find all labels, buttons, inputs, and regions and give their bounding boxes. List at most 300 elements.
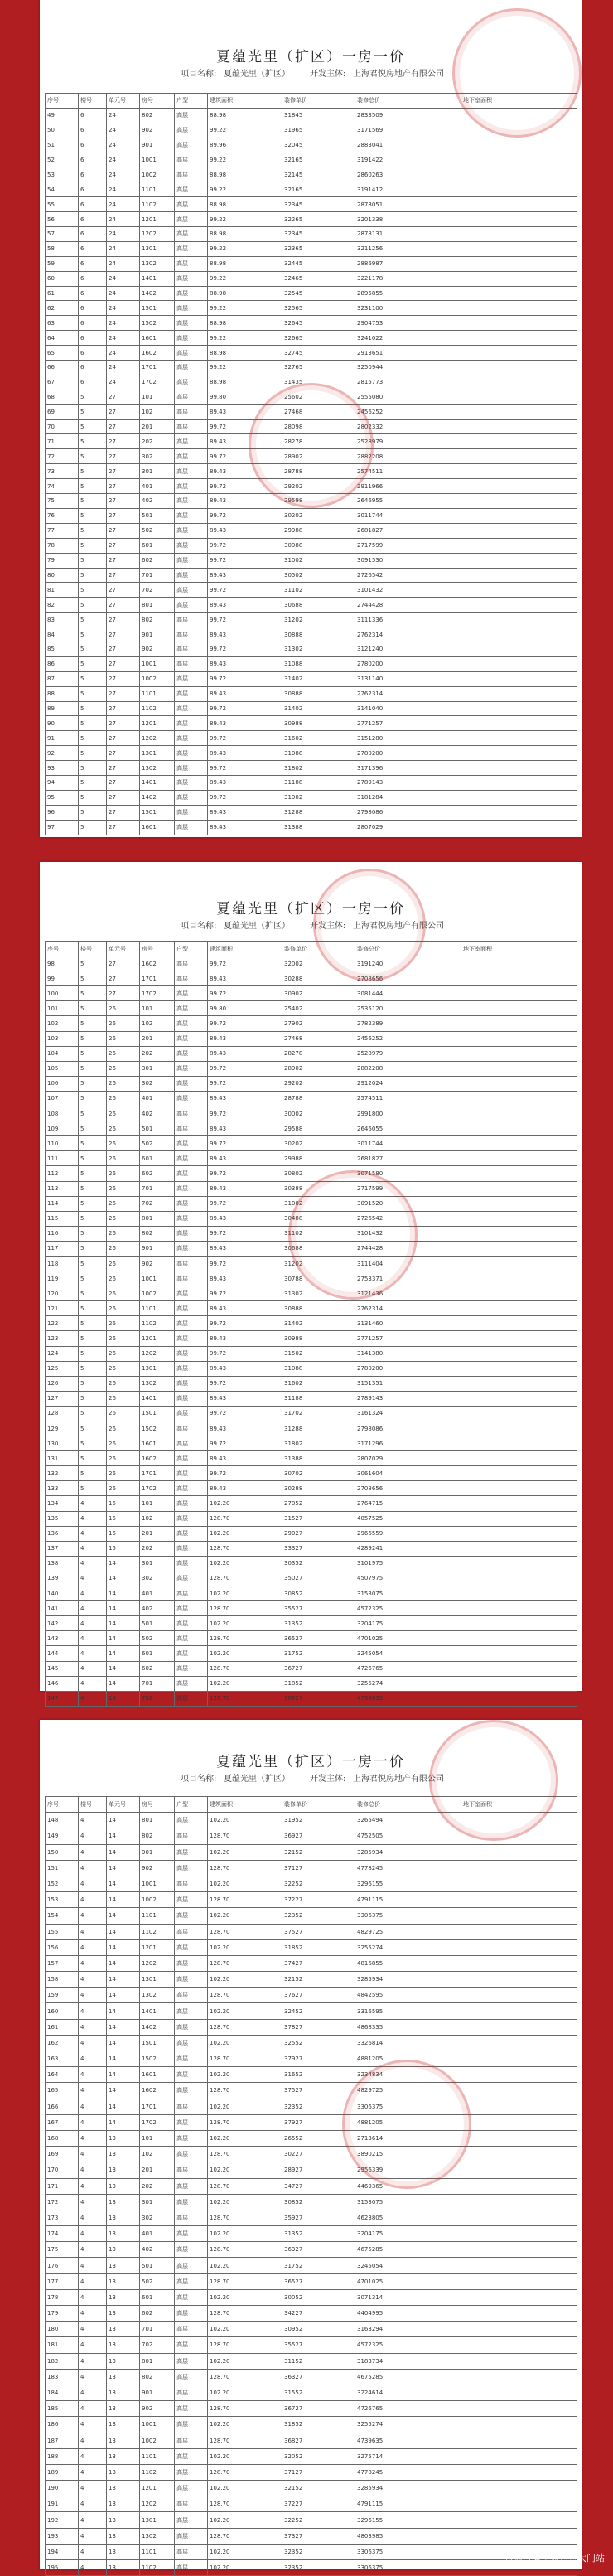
cell-area: 99.72 [208, 642, 282, 656]
cell-type: 高层 [175, 2464, 208, 2480]
cell-room: 802 [140, 1828, 175, 1844]
column-header-unit: 单元号 [107, 1797, 140, 1813]
cell-room: 802 [140, 1226, 175, 1241]
cell-seq: 158 [46, 1972, 79, 1988]
cell-seq: 149 [46, 1828, 79, 1844]
cell-type: 高层 [175, 2130, 208, 2146]
cell-area: 128.70 [208, 2114, 282, 2130]
cell-basement-area [461, 286, 577, 301]
cell-unit: 26 [107, 1241, 140, 1256]
cell-basement-area [461, 2369, 577, 2385]
column-header-total-price: 装修总价 [355, 1797, 461, 1813]
cell-unit: 14 [107, 1892, 140, 1908]
table-row [46, 404, 577, 419]
cell-type: 高层 [175, 1391, 208, 1406]
project-label: 项目名称: [181, 1775, 217, 1784]
cell-basement-area [461, 1541, 577, 1556]
cell-building: 4 [79, 2433, 107, 2448]
cell-building: 5 [79, 1346, 107, 1361]
cell-room: 102 [140, 1016, 175, 1031]
cell-unit-price: 32452 [282, 2003, 355, 2019]
column-header-area: 建筑面积 [208, 1797, 282, 1813]
cell-basement-area [461, 1136, 577, 1151]
cell-room: 301 [140, 2194, 175, 2210]
cell-type: 高层 [175, 1316, 208, 1331]
cell-room: 401 [140, 1586, 175, 1601]
table-row [46, 1181, 577, 1196]
cell-room: 1601 [140, 1436, 175, 1451]
cell-room: 1201 [140, 716, 175, 731]
cell-seq: 50 [46, 123, 79, 138]
cell-seq: 155 [46, 1924, 79, 1939]
cell-building: 5 [79, 956, 107, 971]
cell-building: 4 [79, 1988, 107, 2003]
cell-building: 5 [79, 390, 107, 404]
cell-total-price: 2681827 [355, 523, 461, 538]
table-row [46, 1421, 577, 1436]
table-row [46, 1346, 577, 1361]
cell-basement-area [461, 1211, 577, 1226]
cell-basement-area [461, 2162, 577, 2178]
cell-seq: 161 [46, 2019, 79, 2035]
cell-room: 901 [140, 627, 175, 642]
cell-unit: 14 [107, 1556, 140, 1571]
cell-seq: 55 [46, 197, 79, 212]
cell-unit-price: 31652 [282, 2067, 355, 2083]
cell-basement-area [461, 123, 577, 138]
cell-building: 5 [79, 404, 107, 419]
cell-area: 99.72 [208, 419, 282, 434]
cell-building: 5 [79, 1181, 107, 1196]
cell-unit: 13 [107, 2464, 140, 2480]
table-row [46, 2544, 577, 2559]
cell-unit: 24 [107, 271, 140, 286]
cell-basement-area [461, 2464, 577, 2480]
cell-total-price: 3131460 [355, 1316, 461, 1331]
cell-unit: 24 [107, 301, 140, 316]
cell-room: 202 [140, 1046, 175, 1061]
cell-building: 5 [79, 1256, 107, 1271]
cell-area: 89.43 [208, 404, 282, 419]
cell-seq: 90 [46, 716, 79, 731]
cell-unit-price: 32145 [282, 167, 355, 182]
cell-area: 128.70 [208, 1631, 282, 1646]
cell-building: 4 [79, 2273, 107, 2289]
cell-type: 高层 [175, 2433, 208, 2448]
cell-unit-price: 32365 [282, 241, 355, 256]
cell-area: 99.72 [208, 1076, 282, 1091]
cell-area: 128.70 [208, 2147, 282, 2162]
cell-total-price: 3153075 [355, 1586, 461, 1601]
cell-area: 102.20 [208, 2226, 282, 2242]
cell-unit: 13 [107, 2147, 140, 2162]
cell-room: 801 [140, 2353, 175, 2369]
cell-basement-area [461, 1631, 577, 1646]
cell-basement-area [461, 1241, 577, 1256]
cell-unit: 14 [107, 2019, 140, 2035]
table-row [46, 553, 577, 568]
cell-seq: 165 [46, 2083, 79, 2099]
cell-building: 4 [79, 2162, 107, 2178]
cell-type: 高层 [175, 613, 208, 627]
cell-unit: 13 [107, 2178, 140, 2194]
table-row [46, 2417, 577, 2433]
cell-type: 高层 [175, 2194, 208, 2210]
cell-type: 高层 [175, 271, 208, 286]
cell-unit-price: 30227 [282, 2147, 355, 2162]
cell-room: 1402 [140, 790, 175, 805]
cell-basement-area [461, 761, 577, 776]
cell-area: 89.43 [208, 598, 282, 613]
cell-unit: 14 [107, 1646, 140, 1661]
table-header-row [46, 942, 577, 956]
cell-area: 99.72 [208, 1256, 282, 1271]
cell-total-price: 4057525 [355, 1511, 461, 1526]
cell-building: 4 [79, 2385, 107, 2400]
cell-room: 602 [140, 1166, 175, 1181]
cell-seq: 61 [46, 286, 79, 301]
cell-area: 99.72 [208, 583, 282, 598]
cell-unit: 13 [107, 2481, 140, 2496]
cell-unit-price: 31752 [282, 2258, 355, 2273]
table-row [46, 523, 577, 538]
cell-type: 高层 [175, 583, 208, 598]
cell-seq: 142 [46, 1616, 79, 1631]
cell-room: 1401 [140, 2003, 175, 2019]
cell-unit: 24 [107, 108, 140, 123]
cell-room: 201 [140, 1526, 175, 1541]
table-row [46, 956, 577, 971]
cell-type: 高层 [175, 1646, 208, 1661]
cell-type: 高层 [175, 1496, 208, 1511]
cell-room: 502 [140, 2273, 175, 2289]
cell-building: 4 [79, 2258, 107, 2273]
cell-area: 88.98 [208, 286, 282, 301]
cell-room: 1401 [140, 775, 175, 790]
cell-basement-area [461, 138, 577, 153]
cell-unit: 14 [107, 1988, 140, 2003]
cell-basement-area [461, 1496, 577, 1511]
cell-unit-price: 31702 [282, 1406, 355, 1421]
cell-basement-area [461, 1616, 577, 1631]
column-header-building: 楼号 [79, 94, 107, 109]
cell-building: 6 [79, 286, 107, 301]
table-row [46, 1256, 577, 1271]
cell-area: 102.20 [208, 1939, 282, 1955]
cell-total-price: 3183734 [355, 2353, 461, 2369]
cell-unit: 26 [107, 1391, 140, 1406]
cell-total-price: 2771257 [355, 716, 461, 731]
cell-room: 101 [140, 1001, 175, 1016]
cell-building: 4 [79, 2083, 107, 2099]
cell-unit: 27 [107, 613, 140, 627]
cell-seq: 92 [46, 746, 79, 761]
cell-total-price: 4675285 [355, 2369, 461, 2385]
cell-total-price: 3255274 [355, 1939, 461, 1955]
cell-seq: 53 [46, 167, 79, 182]
cell-area: 99.72 [208, 613, 282, 627]
cell-seq: 131 [46, 1451, 79, 1466]
cell-type: 高层 [175, 746, 208, 761]
cell-unit: 26 [107, 1271, 140, 1286]
cell-total-price: 4289241 [355, 1541, 461, 1556]
cell-building: 4 [79, 2051, 107, 2067]
cell-unit: 26 [107, 1436, 140, 1451]
cell-unit: 14 [107, 2067, 140, 2083]
cell-building: 5 [79, 820, 107, 835]
cell-area: 99.72 [208, 1376, 282, 1391]
cell-building: 6 [79, 301, 107, 316]
cell-unit: 27 [107, 449, 140, 464]
table-row [46, 1616, 577, 1631]
cell-unit-price: 30288 [282, 1481, 355, 1496]
table-row [46, 2099, 577, 2114]
cell-type: 高层 [175, 2496, 208, 2512]
table-row [46, 1391, 577, 1406]
cell-building: 4 [79, 1924, 107, 1939]
cell-total-price: 2456252 [355, 1031, 461, 1046]
cell-total-price: 4868335 [355, 2019, 461, 2035]
cell-unit-price: 33327 [282, 1541, 355, 1556]
cell-seq: 89 [46, 701, 79, 716]
cell-unit: 13 [107, 2130, 140, 2146]
cell-basement-area [461, 2353, 577, 2369]
cell-building: 6 [79, 182, 107, 197]
cell-area: 89.43 [208, 775, 282, 790]
cell-unit: 24 [107, 346, 140, 361]
cell-basement-area [461, 1331, 577, 1346]
cell-unit-price: 28278 [282, 434, 355, 449]
cell-unit: 27 [107, 568, 140, 583]
table-row [46, 686, 577, 701]
cell-building: 4 [79, 2528, 107, 2544]
cell-area: 128.70 [208, 1924, 282, 1939]
cell-area: 102.20 [208, 2512, 282, 2528]
cell-area: 99.72 [208, 986, 282, 1001]
cell-total-price: 4572325 [355, 2337, 461, 2353]
cell-building: 5 [79, 731, 107, 746]
cell-unit: 26 [107, 1466, 140, 1481]
cell-basement-area [461, 1939, 577, 1955]
cell-area: 128.70 [208, 2210, 282, 2225]
cell-unit: 26 [107, 1406, 140, 1421]
cell-unit-price: 37327 [282, 2528, 355, 2544]
table-row [46, 1511, 577, 1526]
cell-area: 89.43 [208, 568, 282, 583]
cell-building: 5 [79, 1061, 107, 1076]
cell-total-price: 4803985 [355, 2528, 461, 2544]
cell-total-price: 4739635 [355, 2433, 461, 2448]
cell-room: 602 [140, 2306, 175, 2322]
table-row [46, 568, 577, 583]
cell-unit-price: 30202 [282, 1136, 355, 1151]
cell-building: 5 [79, 1466, 107, 1481]
cell-basement-area [461, 820, 577, 835]
cell-basement-area [461, 598, 577, 613]
column-header-total-price: 装修总价 [355, 94, 461, 109]
cell-building: 5 [79, 1241, 107, 1256]
cell-type: 高层 [175, 1406, 208, 1421]
table-row [46, 986, 577, 1001]
cell-basement-area [461, 1436, 577, 1451]
cell-type: 高层 [175, 1286, 208, 1301]
cell-building: 4 [79, 2322, 107, 2337]
cell-building: 5 [79, 598, 107, 613]
cell-area: 89.43 [208, 1301, 282, 1316]
table-row [46, 227, 577, 242]
cell-seq: 63 [46, 316, 79, 331]
cell-building: 5 [79, 1196, 107, 1211]
table-row [46, 613, 577, 627]
cell-unit-price: 31502 [282, 1346, 355, 1361]
cell-unit: 14 [107, 1616, 140, 1631]
cell-basement-area [461, 346, 577, 361]
cell-unit-price: 32165 [282, 182, 355, 197]
cell-area: 128.70 [208, 2242, 282, 2258]
cell-unit: 27 [107, 508, 140, 523]
cell-room: 1301 [140, 746, 175, 761]
table-row [46, 2178, 577, 2194]
cell-seq: 138 [46, 1556, 79, 1571]
cell-area: 102.20 [208, 2385, 282, 2400]
cell-area: 102.20 [208, 1844, 282, 1860]
cell-unit: 13 [107, 2226, 140, 2242]
cell-basement-area [461, 508, 577, 523]
cell-seq: 164 [46, 2067, 79, 2083]
cell-area: 99.72 [208, 1346, 282, 1361]
cell-area: 99.22 [208, 331, 282, 346]
cell-basement-area [461, 153, 577, 167]
cell-building: 5 [79, 464, 107, 479]
cell-basement-area [461, 1121, 577, 1136]
cell-seq: 175 [46, 2242, 79, 2258]
table-row [46, 2369, 577, 2385]
cell-unit-price: 26552 [282, 2130, 355, 2146]
cell-unit: 27 [107, 986, 140, 1001]
table-row [46, 241, 577, 256]
cell-type: 高层 [175, 1451, 208, 1466]
cell-building: 4 [79, 1571, 107, 1586]
cell-seq: 76 [46, 508, 79, 523]
page-title: 夏蕴光里（扩区）一房一价 [216, 49, 405, 65]
cell-seq: 156 [46, 1939, 79, 1955]
cell-area: 128.70 [208, 1955, 282, 1971]
cell-type: 高层 [175, 1908, 208, 1924]
cell-seq: 69 [46, 404, 79, 419]
cell-seq: 185 [46, 2401, 79, 2417]
cell-unit: 26 [107, 1196, 140, 1211]
cell-type: 高层 [175, 553, 208, 568]
cell-basement-area [461, 1924, 577, 1939]
cell-building: 5 [79, 671, 107, 686]
cell-type: 高层 [175, 464, 208, 479]
cell-area: 89.43 [208, 971, 282, 986]
cell-room: 901 [140, 1844, 175, 1860]
cell-unit-price: 32345 [282, 197, 355, 212]
cell-total-price: 2883041 [355, 138, 461, 153]
cell-total-price: 3101432 [355, 583, 461, 598]
column-header-building: 楼号 [79, 942, 107, 956]
cell-total-price: 3296155 [355, 1876, 461, 1891]
cell-basement-area [461, 256, 577, 271]
cell-seq: 171 [46, 2178, 79, 2194]
cell-basement-area [461, 1571, 577, 1586]
cell-unit: 24 [107, 153, 140, 167]
cell-type: 高层 [175, 1271, 208, 1286]
cell-type: 高层 [175, 2528, 208, 2544]
cell-building: 4 [79, 2544, 107, 2559]
cell-seq: 187 [46, 2433, 79, 2448]
cell-basement-area [461, 1076, 577, 1091]
cell-area: 102.20 [208, 2035, 282, 2051]
cell-room: 1602 [140, 346, 175, 361]
table-row [46, 331, 577, 346]
cell-seq: 184 [46, 2385, 79, 2400]
cell-unit-price: 30852 [282, 2194, 355, 2210]
project-info [40, 1773, 582, 1786]
cell-seq: 136 [46, 1526, 79, 1541]
cell-building: 5 [79, 686, 107, 701]
cell-type: 高层 [175, 1136, 208, 1151]
cell-basement-area [461, 1526, 577, 1541]
cell-seq: 75 [46, 494, 79, 509]
cell-room: 802 [140, 2369, 175, 2385]
cell-seq: 73 [46, 464, 79, 479]
table-row [46, 775, 577, 790]
cell-building: 5 [79, 1331, 107, 1346]
cell-unit: 14 [107, 1908, 140, 1924]
cell-type: 高层 [175, 182, 208, 197]
project-info [40, 68, 582, 81]
table-row [46, 2242, 577, 2258]
cell-type: 高层 [175, 301, 208, 316]
cell-unit-price: 27468 [282, 1031, 355, 1046]
cell-type: 高层 [175, 2481, 208, 2496]
cell-seq: 181 [46, 2337, 79, 2353]
cell-seq: 54 [46, 182, 79, 197]
cell-basement-area [461, 197, 577, 212]
cell-total-price: 2574511 [355, 464, 461, 479]
cell-seq: 159 [46, 1988, 79, 2003]
cell-building: 5 [79, 613, 107, 627]
cell-unit-price: 31352 [282, 2226, 355, 2242]
cell-basement-area [461, 241, 577, 256]
cell-unit: 27 [107, 404, 140, 419]
cell-room: 1201 [140, 2481, 175, 2496]
cell-unit-price: 30988 [282, 538, 355, 553]
cell-room: 702 [140, 1691, 175, 1706]
cell-total-price: 3171296 [355, 1436, 461, 1451]
cell-type: 高层 [175, 1556, 208, 1571]
cell-total-price: 2713614 [355, 2130, 461, 2146]
cell-building: 4 [79, 2035, 107, 2051]
price-table [45, 93, 577, 835]
cell-unit: 24 [107, 241, 140, 256]
cell-seq: 163 [46, 2051, 79, 2067]
cell-building: 4 [79, 1876, 107, 1891]
cell-area: 99.72 [208, 701, 282, 716]
cell-building: 4 [79, 1691, 107, 1706]
cell-unit-price: 32252 [282, 2512, 355, 2528]
cell-type: 高层 [175, 1226, 208, 1241]
cell-building: 6 [79, 271, 107, 286]
cell-type: 高层 [175, 2114, 208, 2130]
cell-total-price: 3285934 [355, 1972, 461, 1988]
cell-type: 高层 [175, 1196, 208, 1211]
cell-building: 5 [79, 1481, 107, 1496]
cell-basement-area [461, 1286, 577, 1301]
cell-total-price: 3326814 [355, 2035, 461, 2051]
